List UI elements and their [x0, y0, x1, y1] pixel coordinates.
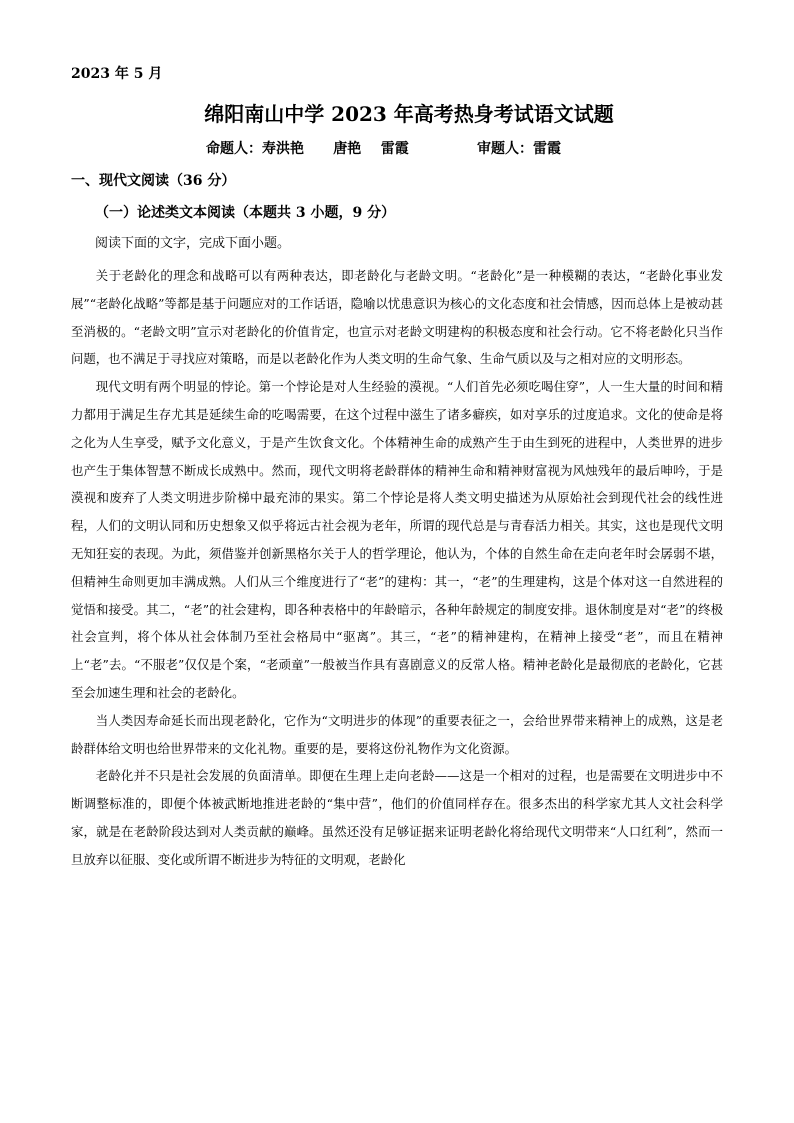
exam-date: 2023 年 5 月: [71, 66, 163, 82]
exam-title: 绵阳南山中学 2023 年高考热身考试语文试题: [204, 102, 614, 126]
passage: [71, 262, 723, 874]
reading-instruction: 阅读下面的文字，完成下面小题。: [95, 236, 291, 251]
passage-paragraph-4: 老龄化并不只是社会发展的负面清单。即便在生理上走向老龄——这是一个相对的过程，也是需要在文明进步中不断调整标准的，即便个体被武断地推进老龄的“集中营”，他们的价值同样存在。很多杰出的科学家尤其人文社会科学家，就是在老龄阶段达到对人类贡献的巅峰。虽然还没有足够证据来证明老龄化将给现代文明带来“人口红利”，然而一旦放弃以征服、变化或所谓不断进步为特征的文明观，老龄化: [71, 768, 723, 867]
passage-paragraph-1: 关于老龄化的理念和战略可以有两种表达，即老龄化与老龄文明。“老龄化”是一种模糊的表达，“老龄化事业发展”“老龄化战略”等都是基于问题应对的工作话语，隐喻以忧患意识为核心的文化态度和社会情感，因而总体上是被动甚至消极的。“老龄文明”宣示对老龄化的价值肯定，也宣示对老龄文明建构的积极态度和社会行动。它不将老龄化只当作问题，也不满足于寻找应对策略，而是以老龄化作为人类文明的生命气象、生命气质以及与之相对应的文明形态。: [71, 268, 723, 367]
passage-paragraph-2: 现代文明有两个明显的悖论。第一个悖论是对人生经验的漠视。“人们首先必须吃喝住穿”，人一生大量的时间和精力都用于满足生存尤其是延续生命的吃喝需要，在这个过程中滋生了诸多癖疾，如对享乐的过度追求。文化的使命是将之化为人生享受，赋予文化意义，于是产生饮食文化。个体精神生命的成熟产生于由生到死的进程中，人类世界的进步也产生于集体智慧不断成长成熟中。然而，现代文明将老龄群体的精神生命和精神财富视为风烛残年的最后呻吟，于是漠视和废弃了人类文明进步阶梯中最充沛的果实。第二个悖论是将人类文明史描述为从原始社会到现代社会的线性进程，人们的文明认同和历史想象又似乎将远古社会视为老年，所谓的现代总是与青春活力相关。其实，这也是现代文明无知狂妄的表现。为此，须借鉴并创新黑格尔关于人的哲学理论，他认为，个体的自然生命在走向老年时会孱弱不堪，但精神生命则更加丰满成熟。人们从三个维度进行了“老”的建构：其一，“老”的生理建构，这是个体对这一自然进程的觉悟和接受。其二，“老”的社会建构，即各种表格中的年龄暗示，各种年龄规定的制度安排。退休制度是对“老”的终极社会宣判，将个体从社会体制乃至社会格局中“驱离”。其三，“老”的精神建构，在精神上接受“老”，而且在精神上“老”去。“不服老”仅仅是个案，“老顽童”一般被当作具有喜剧意义的反常人格。精神老龄化是最彻底的老龄化，它甚至会加速生理和社会的老龄化。: [71, 379, 723, 700]
passage-paragraph-3: 当人类因寿命延长而出现老龄化，它作为“文明进步的体现”的重要表征之一，会给世界带来精神上的成熟，这是老龄群体给文明也给世界带来的文化礼物。重要的是，要将这份礼物作为文化资源。: [71, 712, 723, 756]
subsection-heading: （一）论述类文本阅读（本题共 3 小题，9 分）: [95, 205, 396, 221]
exam-authors: 命题人：寿洪艳 唐艳 雷霞 审题人：雷霞: [206, 141, 561, 157]
section-heading: 一、现代文阅读（36 分）: [71, 173, 236, 189]
